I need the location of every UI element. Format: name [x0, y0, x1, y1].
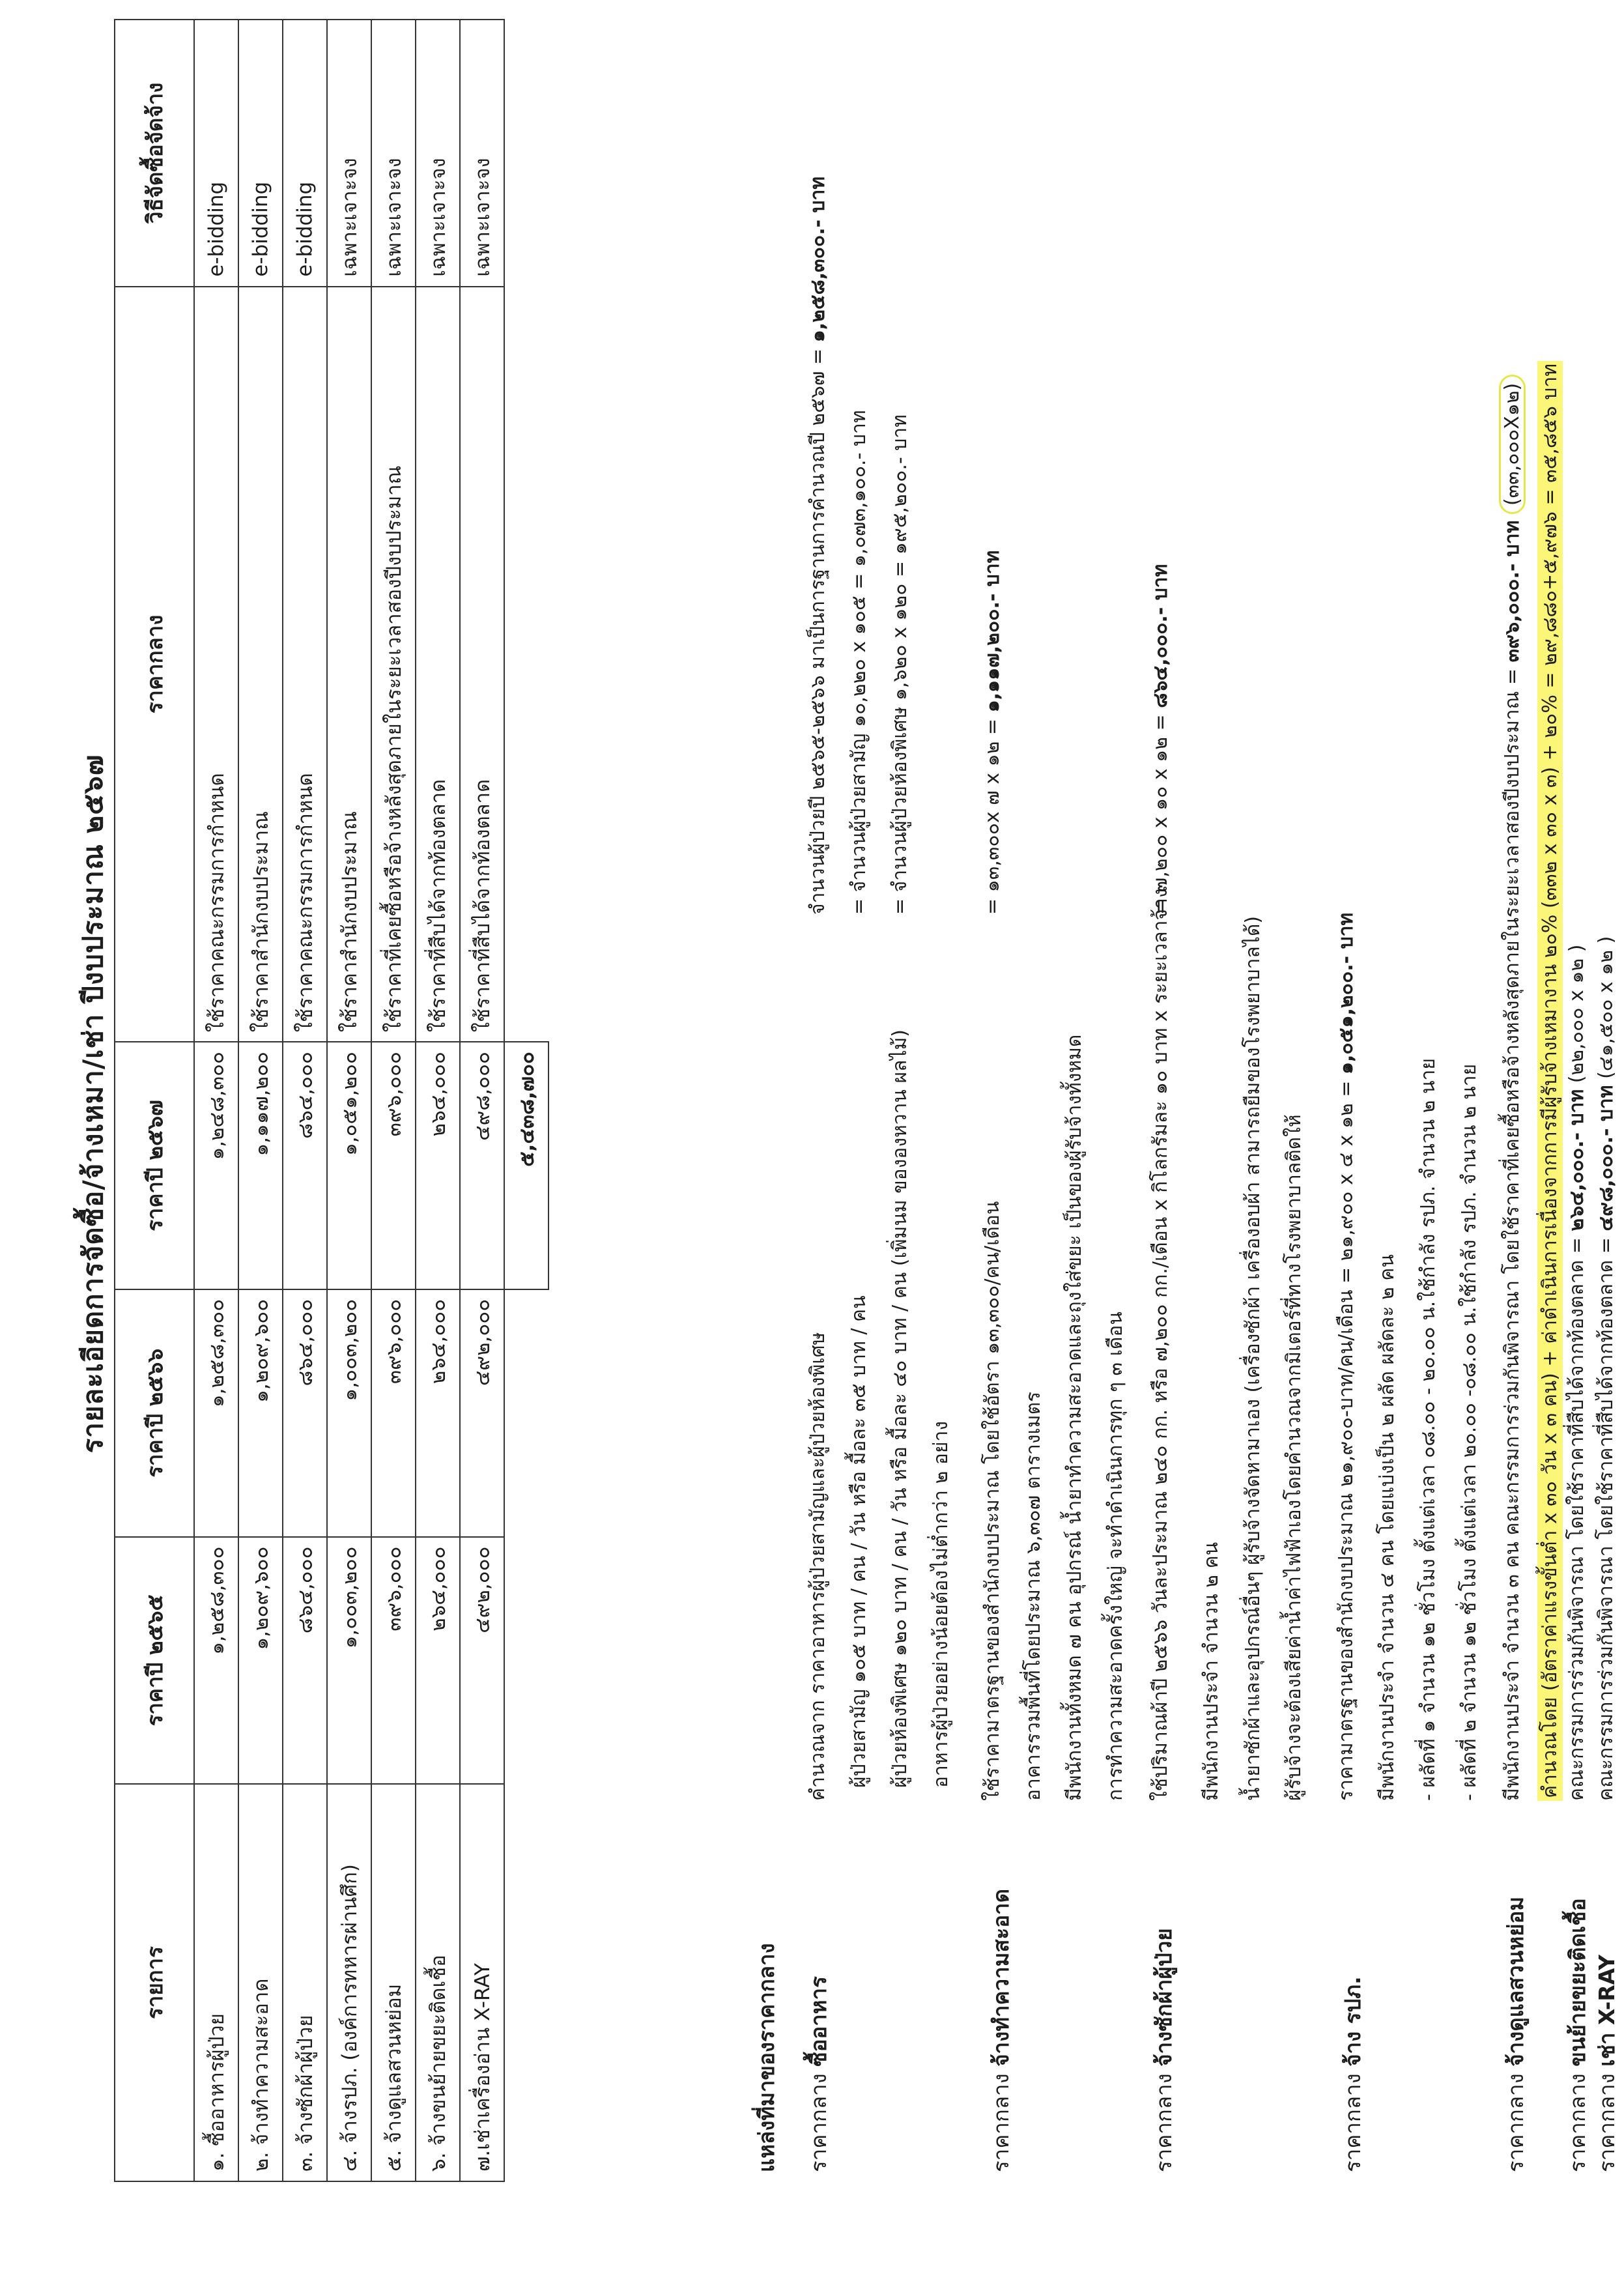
security-line-3: - ผลัดที่ ๑ จำนวน ๑๒ ชั่วโมง ตั้งแต่เวลา ๐๘.๐๐ - ๒๐.๐๐ น.ใช้กำลัง รปภ. จำนวน ๒ นาย: [1417, 1058, 1440, 1801]
table-total-row: [504, 20, 548, 2181]
food-line-1: คำนวณจาก ราคาอาหารผู้ป่วยสามัญและผู้ป่วยห้องพิเศษ: [806, 1332, 829, 1801]
table-header-row: [115, 20, 194, 2181]
col-header-price-2567: ราคาปี ๒๕๖๗: [115, 1042, 194, 1289]
cell-price-2566: ๒๖๔,๐๐๐: [416, 1289, 460, 1537]
cell-basis: ใช้ราคาคณะกรรมการกำหนด: [283, 287, 327, 1042]
cleaning-calc: = ๑๓,๓๐๐x ๗ x ๑๒ = ๑,๑๑๗,๒๐๐.- บาท: [981, 550, 1004, 915]
cell-basis: ใช้ราคาที่เคยซื้อหรือจ้างหลังสุดภายในระยะเวลาสองปีงบประมาณ: [371, 287, 416, 1042]
label-xray: ราคากลาง เช่า X-RAY: [1594, 1954, 1619, 2172]
cell-price-2567: ๔๙๘,๐๐๐: [460, 1042, 504, 1289]
col-header-method: วิธีจัดซื้อจัดจ้าง: [115, 20, 194, 287]
table-row: [283, 20, 327, 2181]
food-line-4: อาหารผู้ป่วยอย่างน้อยต้องไม่ต่ำกว่า ๒ อย่าง: [930, 1421, 952, 1788]
cell-price-2566: ๘๖๔,๐๐๐: [283, 1289, 327, 1537]
security-line-1: ราคามาตรฐานของสำนักงบประมาณ ๒๑,๙๐๐-บาท/คน/เดือน = ๒๑,๙๐๐ x ๔ x ๑๒ = ๑,๐๕๑,๒๐๐.- บาท: [1335, 912, 1358, 1801]
laundry-line-3: น้ำยาซักผ้าและอุปกรณ์อื่นๆ ผู้รับจ้างจัดหามาเอง (เครื่องซักผ้า เครื่องอบผ้า สามารถยืมของโรงพยาบาลได้): [1242, 915, 1264, 1801]
cell-item: ๗.เช่าเครื่องอ่าน X-RAY: [460, 1784, 504, 2181]
security-line-2: มีพนักงานประจำ จำนวน ๔ คน โดยแบ่งเป็น ๒ ผลัด ผลัดละ ๒ คน: [1376, 1254, 1399, 1801]
cell-item: ๔. จ้างรปภ. (องค์การทหารผ่านศึก): [327, 1784, 371, 2181]
col-header-item: รายการ: [115, 1784, 194, 2181]
cleaning-line-2: อาคารรวมพื้นที่โดยประมาณ ๖,๓๐๗ ตารางเมตร: [1022, 1391, 1045, 1801]
cell-method: เฉพาะเจาะจง: [460, 20, 504, 287]
cell-price-2565: ๑,๐๐๓,๒๐๐: [327, 1537, 371, 1785]
label-cleaning: ราคากลาง จ้างทำความสะอาด: [988, 1888, 1014, 2172]
sources-heading: แหล่งที่มาของราคากลาง: [754, 1943, 779, 2172]
food-calc-total: จำนวนผู้ป่วยปี ๒๕๖๕-๒๕๖๖ มาเป็นการฐานการคำนวณปี ๒๕๖๗ = ๑,๒๕๘,๓๐๐.- บาท: [806, 176, 829, 915]
garden-calc-highlighted: คำนวณโดย (อัตราค่าแรงขั้นต่ำ x ๓๐ วัน x ๓ คน) + ค่าดำเนินการเนื่องจากการมีผู้รับจ้างเหมางาน ๒๐% (๓๓๒ x ๓๐ x ๓) + ๒๐% = ๒๙,๘๘๐+๕,๙๗๖ = ๓๕,๘๕๖ บาท: [1537, 361, 1563, 1801]
table-row: [371, 20, 416, 2181]
document-title: รายละเอียดการจัดซื้อ/จ้างเหมา/เช่า ปีงบประมาณ ๒๕๖๗: [77, 754, 109, 1454]
cell-item: ๖. จ้างขนย้ายขยะติดเชื้อ: [416, 1784, 460, 2181]
cell-method: e-bidding: [194, 20, 238, 287]
laundry-calc: = ๗,๒๐๐ x ๑๐ x ๑๒ = ๘๖๔,๐๐๐.- บาท: [1149, 564, 1172, 915]
cell-basis: ใช้ราคาที่สืบได้จากท้องตลาด: [416, 287, 460, 1042]
cleaning-line-4: การทำความสะอาดครั้งใหญ่ จะทำดำเนินการทุก ๆ ๓ เดือน: [1104, 1312, 1127, 1801]
cell-price-2566: ๑,๒๐๙,๖๐๐: [238, 1289, 283, 1537]
cell-item: ๓. จ้างซักผ้าผู้ป่วย: [283, 1784, 327, 2181]
cleaning-line-3: มีพนักงานทั้งหมด ๗ คน อุปกรณ์ น้ำยาทำความสะอาดและถุงใส่ขยะ เป็นของผู้รับจ้างทั้งหมด: [1063, 1034, 1086, 1801]
food-line-3: ผู้ป่วยห้องพิเศษ ๑๒๐ บาท / คน / วัน หรือ มื้อละ ๔๐ บาท / คน (เพิ่มนม ขององหวาน ผลไม้): [889, 1029, 911, 1788]
cell-price-2565: ๑,๒๐๙,๖๐๐: [238, 1537, 283, 1785]
food-calc-regular: = จำนวนผู้ป่วยสามัญ ๑๐,๒๒๐ x ๑๐๕ = ๑,๐๗๓,๑๐๐.- บาท: [848, 410, 870, 915]
food-calc-special: = จำนวนผู้ป่วยห้องพิเศษ ๑,๖๒๐ x ๑๒๐ = ๑๙๕,๒๐๐.- บาท: [889, 414, 911, 915]
table-row: [327, 20, 371, 2181]
label-garden: ราคากลาง จ้างดูแลสวนหย่อม: [1503, 1896, 1528, 2172]
table-row: [194, 20, 238, 2181]
cell-method: เฉพาะเจาะจง: [327, 20, 371, 287]
cell-method: e-bidding: [238, 20, 283, 287]
cell-method: เฉพาะเจาะจง: [371, 20, 416, 287]
label-waste: ราคากลาง ขนย้ายขยะติดเชื้อ: [1565, 1898, 1590, 2172]
table-row: [238, 20, 283, 2181]
cell-basis: ใช้ราคาที่สืบได้จากท้องตลาด: [460, 287, 504, 1042]
cell-price-2567: ๓๙๖,๐๐๐: [371, 1042, 416, 1289]
cell-price-2565: ๔๙๒,๐๐๐: [460, 1537, 504, 1785]
cell-item: ๑. ซื้ออาหารผู้ป่วย: [194, 1784, 238, 2181]
col-header-price-2565: ราคาปี ๒๕๖๕: [115, 1537, 194, 1785]
total-value: ๕,๔๓๘,๗๐๐: [504, 1042, 548, 1289]
laundry-line-2: มีพนักงานประจำ จำนวน ๒ คน: [1200, 1542, 1223, 1801]
col-header-price-2566: ราคาปี ๒๕๖๖: [115, 1289, 194, 1537]
waste-line-1: คณะกรรมการร่วมกันพิจารณา โดยใช้ราคาที่สืบได้จากท้องตลาด = ๒๖๔,๐๐๐.- บาท (๒๒,๐๐๐ x ๑๒ ): [1565, 944, 1588, 1801]
security-line-4: - ผลัดที่ ๒ จำนวน ๑๒ ชั่วโมง ตั้งแต่เวลา ๒๐.๐๐ -๐๘.๐๐ น.ใช้กำลัง รปภ. จำนวน ๒ นาย: [1458, 1063, 1481, 1801]
cell-price-2567: ๑,๐๕๑,๒๐๐: [327, 1042, 371, 1289]
cell-basis: ใช้ราคาสำนักงบประมาณ: [238, 287, 283, 1042]
cell-price-2567: ๒๖๔,๐๐๐: [416, 1042, 460, 1289]
cell-method: เฉพาะเจาะจง: [416, 20, 460, 287]
xray-line-1: คณะกรรมการร่วมกันพิจารณา โดยใช้ราคาที่สืบได้จากท้องตลาด = ๔๙๘,๐๐๐.- บาท (๔๑,๕๐๐ x ๑๒ ): [1595, 936, 1617, 1801]
cell-basis: ใช้ราคาสำนักงบประมาณ: [327, 287, 371, 1042]
cell-price-2566: ๔๙๒,๐๐๐: [460, 1289, 504, 1537]
cell-price-2565: ๑,๒๕๘,๓๐๐: [194, 1537, 238, 1785]
cell-price-2567: ๘๖๔,๐๐๐: [283, 1042, 327, 1289]
garden-line-2: [1535, 361, 1565, 1801]
label-security: ราคากลาง จ้าง รปภ.: [1340, 1976, 1365, 2172]
cleaning-line-1: ใช้ราคามาตรฐานของสำนักงบประมาณ โดยใช้อัตรา ๑๓,๓๐๐/คน/เดือน: [981, 1201, 1004, 1801]
cell-method: e-bidding: [283, 20, 327, 287]
cell-price-2567: ๑,๑๑๗,๒๐๐: [238, 1042, 283, 1289]
garden-calc-circled: (๓๓,๐๐๐X๑๒): [1499, 375, 1526, 514]
table-row: [416, 20, 460, 2181]
laundry-line-1: ใช้ปริมาณผ้าปี ๒๕๖๖ วันละประมาณ ๒๔๐ กก. หรือ ๗,๒๐๐ กก./เดือน x กิโลกรัมละ ๑๐ บาท x ระยะเวลาจ้าง: [1149, 888, 1172, 1801]
cell-item: ๕. จ้างดูแลสวนหย่อม: [371, 1784, 416, 2181]
cell-price-2566: ๑,๐๐๓,๒๐๐: [327, 1289, 371, 1537]
cell-price-2565: ๓๙๖,๐๐๐: [371, 1537, 416, 1785]
cell-item: ๒. จ้างทำความสะอาด: [238, 1784, 283, 2181]
label-food: ราคากลาง ซื้ออาหาร: [806, 1976, 831, 2172]
cell-price-2565: ๘๖๔,๐๐๐: [283, 1537, 327, 1785]
col-header-median-price: ราคากลาง: [115, 287, 194, 1042]
table-row: [460, 20, 504, 2181]
cell-price-2565: ๒๖๔,๐๐๐: [416, 1537, 460, 1785]
cell-price-2567: ๑,๒๔๘,๓๐๐: [194, 1042, 238, 1289]
cell-price-2566: ๑,๒๕๘,๓๐๐: [194, 1289, 238, 1537]
laundry-line-4: ผู้รับจ้างจะต้องเสียค่าน้ำค่าไฟฟ้าเองโดยคำนวณจากมิเตอร์ที่ทางโรงพยาบาลติดให้: [1283, 1114, 1305, 1801]
summary-table: [114, 19, 549, 2182]
cell-basis: ใช้ราคาคณะกรรมการกำหนด: [194, 287, 238, 1042]
label-laundry: ราคากลาง จ้างซักผ้าผู้ป่วย: [1151, 1928, 1176, 2172]
food-line-2: ผู้ป่วยสามัญ ๑๐๕ บาท / คน / วัน หรือ มื้อละ ๓๕ บาท / คน: [848, 1295, 870, 1788]
cell-price-2566: ๓๙๖,๐๐๐: [371, 1289, 416, 1537]
garden-line-1: มีพนักงานประจำ จำนวน ๓ คน คณะกรรมการร่วมกันพิจารณา โดยใช้ราคาที่เคยซื้อหรือจ้างหลังสุดภายในระยะเวลาสองปีงบประมาณ = ๓๙๖,๐๐๐.- บาท (๓๓,๐๐๐X๑๒): [1497, 375, 1528, 1801]
